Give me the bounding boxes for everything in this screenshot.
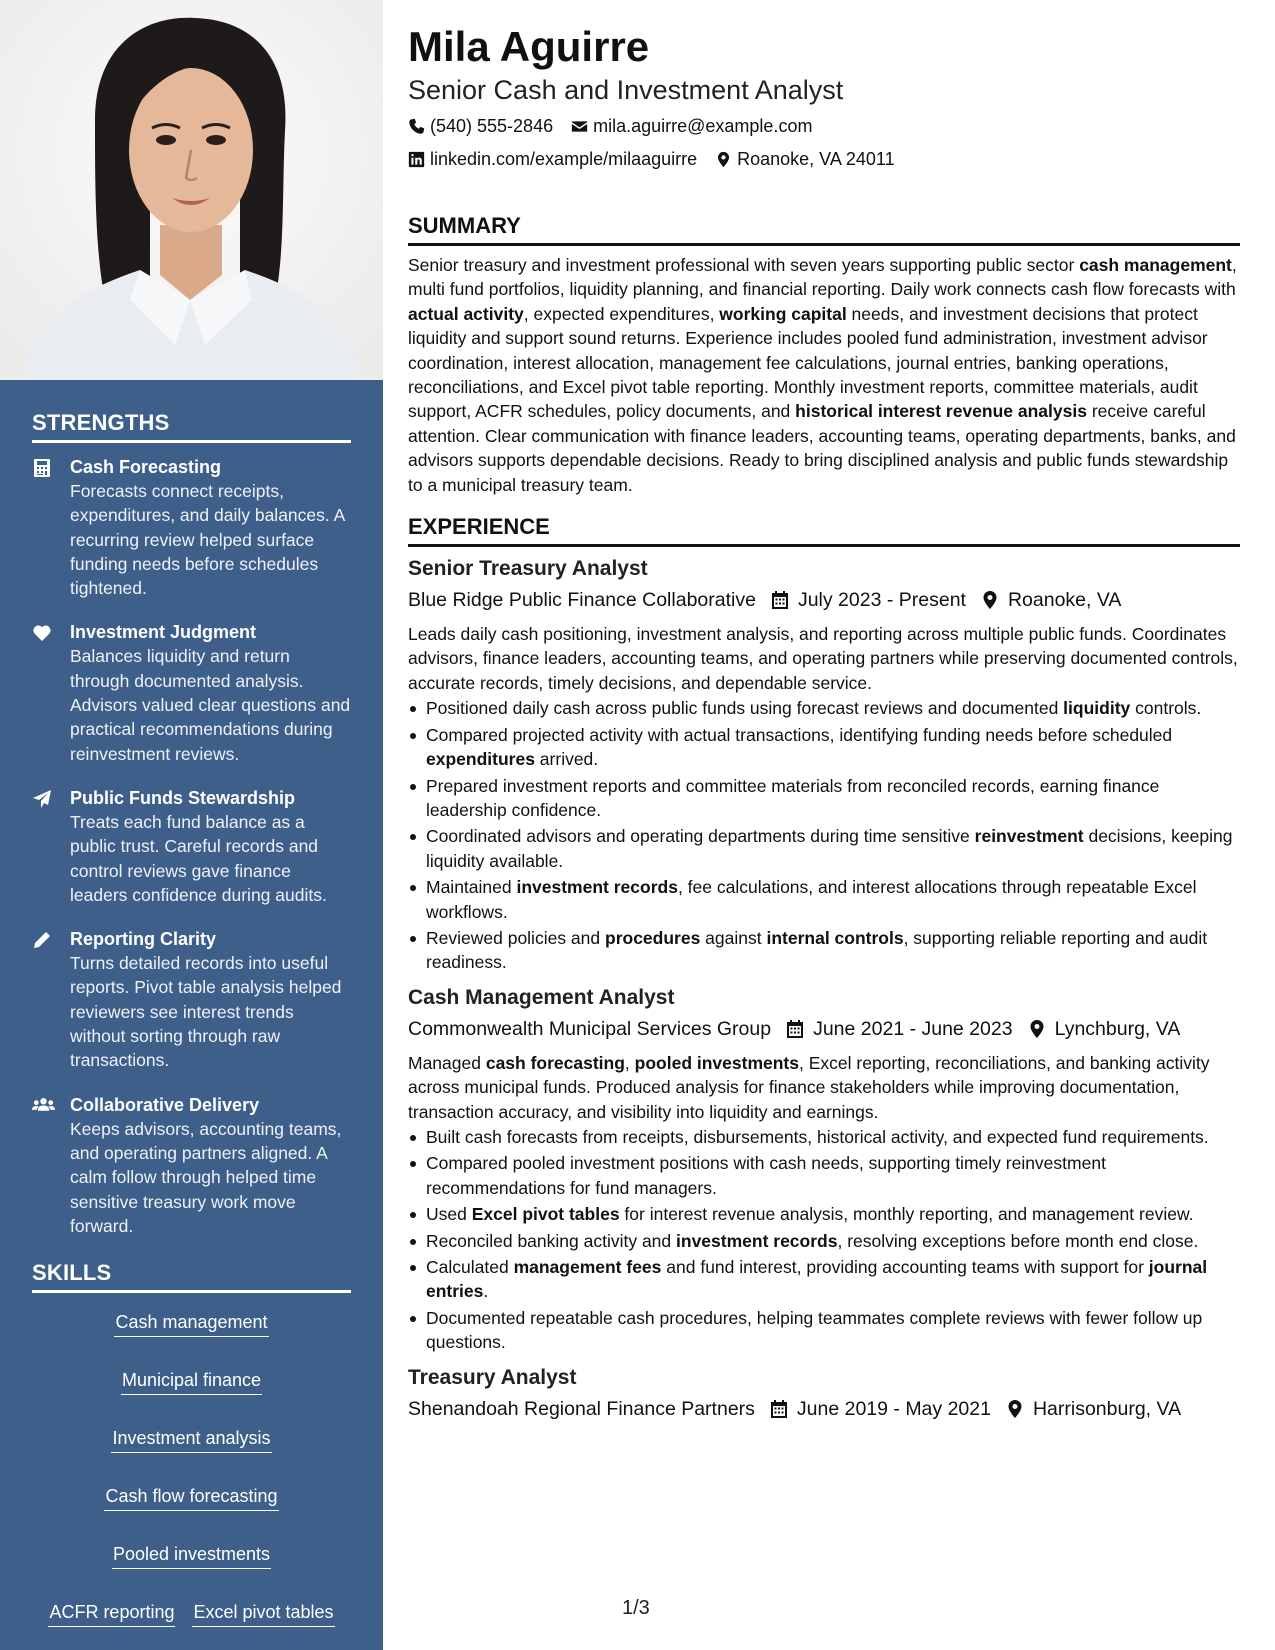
calendar-icon bbox=[785, 1019, 805, 1039]
job-location: Lynchburg, VA bbox=[1054, 1017, 1181, 1040]
linkedin-contact[interactable] bbox=[408, 147, 697, 171]
strength-item bbox=[32, 455, 351, 600]
strength-title: Public Funds Stewardship bbox=[70, 787, 296, 808]
strength-title: Cash Forecasting bbox=[70, 457, 222, 477]
skills-heading: SKILLS bbox=[32, 1260, 351, 1293]
strength-item bbox=[32, 1093, 351, 1238]
phone-contact[interactable] bbox=[408, 114, 553, 138]
bullet-item: Positioned daily cash across public funds using forecast reviews and documented liquidity controls. bbox=[408, 696, 1240, 720]
users-icon bbox=[32, 1093, 70, 1238]
calendar-icon bbox=[769, 1399, 789, 1419]
bullet-item: Compared projected activity with actual transactions, identifying funding needs before scheduled expenditures arrived. bbox=[408, 723, 1240, 772]
job-organization: Blue Ridge Public Finance Collaborative bbox=[408, 589, 756, 612]
summary-heading: SUMMARY bbox=[408, 213, 1240, 246]
page-number: 1/3 bbox=[622, 1597, 650, 1619]
calculator-icon bbox=[32, 455, 70, 600]
job-description: Managed cash forecasting, pooled investments, Excel reporting, reconciliations, and banking activity across municipal funds. Produced analysis for finance stakeholders while improving documentation, transaction accuracy, and visibility into liquidity and earnings. bbox=[408, 1052, 1210, 1122]
bullet-item: Maintained investment records, fee calculations, and interest allocations through repeatable Excel workflows. bbox=[408, 875, 1240, 924]
strength-description: Keeps advisors, accounting teams, and operating partners aligned. A calm follow through helped time sensitive treasury work move forward. bbox=[70, 1118, 342, 1236]
strength-title: Reporting Clarity bbox=[70, 929, 217, 950]
map-pin-icon bbox=[980, 590, 1000, 610]
main-content bbox=[408, 22, 1240, 1423]
job-dates: July 2023 - Present bbox=[797, 589, 966, 612]
bullet-item: Reconciled banking activity and investment records, resolving exceptions before month end close. bbox=[408, 1229, 1240, 1253]
job-location: Harrisonburg, VA bbox=[1032, 1397, 1182, 1420]
phone-icon bbox=[408, 118, 425, 135]
strength-item bbox=[32, 927, 351, 1072]
job-organization: Shenandoah Regional Finance Partners bbox=[408, 1397, 755, 1420]
phone-number: (540) 555-2846 bbox=[430, 116, 554, 136]
candidate-role: Senior Cash and Investment Analyst bbox=[408, 75, 844, 105]
bullet-item: Calculated management fees and fund interest, providing accounting teams with support for journal entries. bbox=[408, 1255, 1240, 1304]
bullet-item: Used Excel pivot tables for interest revenue analysis, monthly reporting, and management review. bbox=[408, 1202, 1240, 1226]
skill-tag: ACFR reporting bbox=[48, 1599, 175, 1627]
job-title: Treasury Analyst bbox=[408, 1365, 577, 1389]
candidate-name: Mila Aguirre bbox=[408, 23, 650, 70]
strength-description: Treats each fund balance as a public trust. Careful records and control reviews gave finance leaders confidence during audits. bbox=[70, 811, 327, 905]
envelope-icon bbox=[571, 118, 588, 135]
job-dates: June 2019 - May 2021 bbox=[796, 1397, 991, 1420]
job-meta bbox=[408, 586, 1240, 614]
strength-item bbox=[32, 620, 351, 765]
strengths-heading: STRENGTHS bbox=[32, 410, 351, 443]
contact-row bbox=[408, 114, 1240, 138]
strength-description: Turns detailed records into useful reports. Pivot table analysis helped reviewers see interest trends without sorting through raw transactions. bbox=[70, 953, 342, 1071]
job-title: Cash Management Analyst bbox=[408, 985, 675, 1009]
bullet-item: Documented repeatable cash procedures, helping teammates complete reviews with fewer follow up questions. bbox=[408, 1306, 1240, 1355]
job-location: Roanoke, VA bbox=[1007, 589, 1122, 612]
map-pin-icon bbox=[1027, 1019, 1047, 1039]
location-text: Roanoke, VA 24011 bbox=[737, 149, 895, 169]
strength-description: Forecasts connect receipts, expenditures, and daily balances. A recurring review helped surface funding needs before schedules tightened. bbox=[70, 481, 345, 599]
job-description: Leads daily cash positioning, investment analysis, and reporting across multiple public funds. Coordinates advisors, finance leaders, accounting teams, and operating partners while preserving documented controls, accurate records, timely decisions, and dependable service. bbox=[408, 624, 1238, 693]
strength-title: Investment Judgment bbox=[70, 622, 257, 643]
job-title: Senior Treasury Analyst bbox=[408, 557, 648, 581]
skill-tag: Excel pivot tables bbox=[192, 1599, 334, 1627]
email-contact[interactable] bbox=[571, 114, 812, 138]
skill-tag: Pooled investments bbox=[112, 1541, 271, 1569]
bullet-item: Reviewed policies and procedures against internal controls, supporting reliable reporting and audit readiness. bbox=[408, 926, 1240, 975]
sidebar bbox=[0, 0, 383, 1650]
job-meta bbox=[408, 1395, 1240, 1423]
job-meta bbox=[408, 1015, 1240, 1043]
skill-tag: Cash management bbox=[114, 1309, 268, 1337]
job-bullets bbox=[408, 1125, 1240, 1355]
bullet-item: Built cash forecasts from receipts, disbursements, historical activity, and expected fund requirements. bbox=[408, 1125, 1240, 1149]
strength-description: Balances liquidity and return through documented analysis. Advisors valued clear questions and practical recommendations during reinvestment reviews. bbox=[70, 646, 351, 764]
linkedin-url: linkedin.com/example/milaaguirre bbox=[430, 149, 698, 169]
pencil-icon bbox=[32, 927, 70, 1072]
skill-tag: Municipal finance bbox=[121, 1367, 262, 1395]
strength-title: Collaborative Delivery bbox=[70, 1094, 260, 1115]
experience-heading: EXPERIENCE bbox=[408, 514, 1240, 547]
profile-photo bbox=[0, 0, 383, 380]
map-pin-icon bbox=[715, 151, 732, 168]
strength-item bbox=[32, 786, 351, 907]
map-pin-icon bbox=[1005, 1399, 1025, 1419]
paper-plane-icon bbox=[32, 786, 70, 907]
calendar-icon bbox=[770, 590, 790, 610]
sidebar-content bbox=[32, 410, 351, 1627]
job-dates: June 2021 - June 2023 bbox=[813, 1017, 1013, 1040]
skill-tag: Cash flow forecasting bbox=[104, 1483, 278, 1511]
bullet-item: Coordinated advisors and operating departments during time sensitive reinvestment decisions, keeping liquidity available. bbox=[408, 824, 1240, 873]
job-bullets bbox=[408, 696, 1240, 974]
summary-text: Senior treasury and investment professional with seven years supporting public sector cash management, multi fund portfolios, liquidity planning, and financial reporting. Daily work connects cash flow forecasts with actual activity, expected expenditures, working capital needs, and investment decisions that protect liquidity and support sound returns. Experience includes pooled fund administration, investment advisor coordination, interest allocation, management fee calculations, journal entries, banking operations, reconciliations, and Excel pivot table reporting. Monthly investment reports, committee materials, audit support, ACFR schedules, policy documents, and historical interest revenue analysis receive careful attention. Clear communication with finance leaders, accounting teams, operating departments, banks, and advisors supports dependable decisions. Ready to bring disciplined analysis and public funds stewardship to a municipal treasury team. bbox=[408, 255, 1237, 495]
skills-list bbox=[32, 1309, 351, 1627]
heart-icon bbox=[32, 620, 70, 765]
contact-row bbox=[408, 147, 1240, 171]
skill-tag: Investment analysis bbox=[111, 1425, 271, 1453]
location-contact bbox=[715, 147, 894, 171]
linkedin-icon bbox=[408, 151, 425, 168]
email-address: mila.aguirre@example.com bbox=[593, 116, 813, 136]
job-organization: Commonwealth Municipal Services Group bbox=[408, 1017, 772, 1040]
bullet-item: Prepared investment reports and committee materials from reconciled records, earning finance leadership confidence. bbox=[408, 774, 1240, 823]
bullet-item: Compared pooled investment positions with cash needs, supporting timely reinvestment recommendations for fund managers. bbox=[408, 1151, 1240, 1200]
